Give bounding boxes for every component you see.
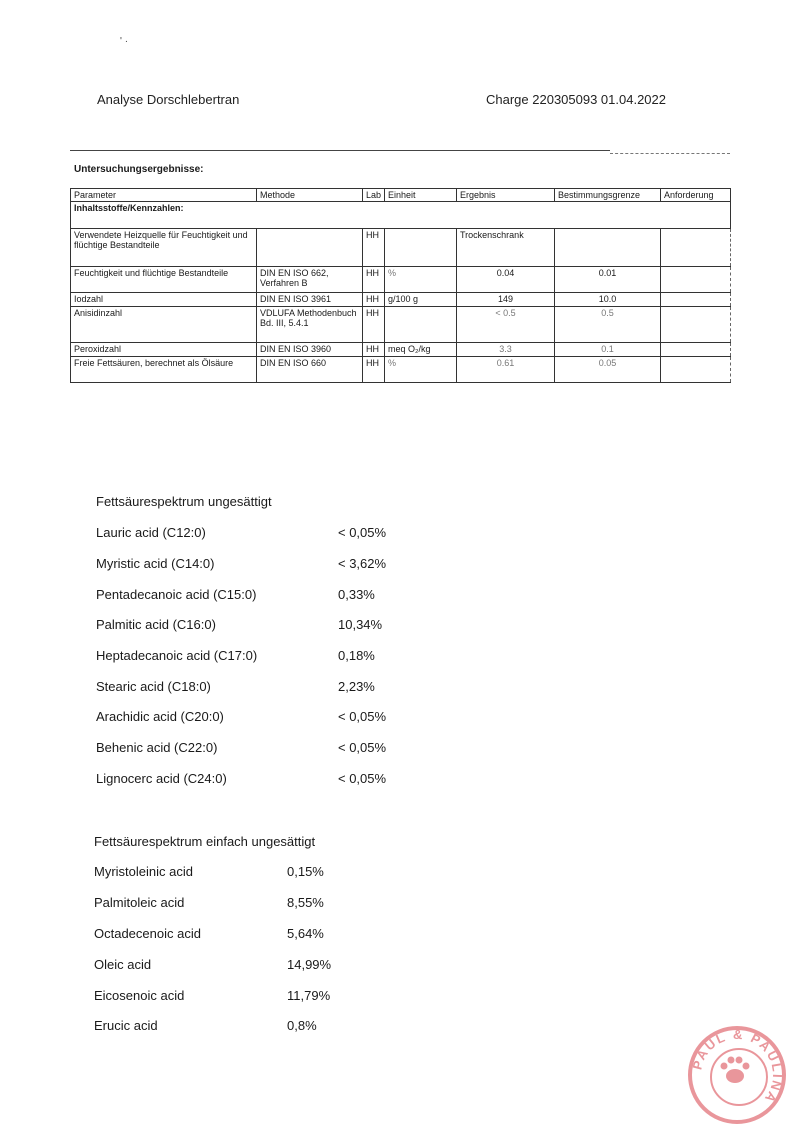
fatty-acid-value: 11,79%: [287, 988, 331, 1003]
fatty-acid-value: 2,23%: [338, 679, 375, 694]
table-cell: Trockenschrank: [457, 229, 555, 267]
mono-section-title: Fettsäurespektrum einfach ungesättigt: [94, 834, 316, 849]
table-cell: [661, 293, 731, 307]
table-cell: g/100 g: [385, 293, 457, 307]
table-cell: DIN EN ISO 3960: [257, 343, 363, 357]
table-cell: [661, 343, 731, 357]
table-cell: Freie Fettsäuren, berechnet als Ölsäure: [71, 357, 257, 383]
table-cell: Peroxidzahl: [71, 343, 257, 357]
table-cell: DIN EN ISO 3961: [257, 293, 363, 307]
table-cell: 0.04: [457, 267, 555, 293]
fatty-acid-value: 10,34%: [338, 617, 383, 632]
fatty-acid-value: < 0,05%: [338, 771, 387, 786]
table-cell: [257, 229, 363, 267]
col-header: Bestimmungsgrenze: [555, 189, 661, 202]
section-title: Untersuchungsergebnisse:: [74, 164, 204, 175]
table-cell: HH: [363, 267, 385, 293]
table-cell: [661, 267, 731, 293]
table-subheader: Inhaltsstoffe/Kennzahlen:: [71, 202, 731, 229]
table-row: [71, 293, 731, 307]
table-cell: [661, 357, 731, 383]
fatty-acid-value: 5,64%: [287, 926, 324, 941]
fatty-acid-value: < 0,05%: [338, 525, 387, 540]
table-cell: < 0.5: [457, 307, 555, 343]
table-cell: HH: [363, 293, 385, 307]
col-header: Einheit: [385, 189, 457, 202]
table-cell: 0.5: [555, 307, 661, 343]
fatty-acid-name: Oleic acid: [94, 957, 152, 972]
table-cell: 0.61: [457, 357, 555, 383]
fatty-acid-name: Myristoleinic acid: [94, 864, 193, 879]
fatty-acid-name: Heptadecanoic acid (C17:0): [96, 648, 258, 663]
col-header: Lab: [363, 189, 385, 202]
col-header: Methode: [257, 189, 363, 202]
table-cell: HH: [363, 357, 385, 383]
fatty-acid-value: 0,8%: [287, 1018, 317, 1033]
saturated-section-title: Fettsäurespektrum ungesättigt: [96, 494, 272, 509]
table-row: [71, 343, 731, 357]
fatty-acid-name: Octadecenoic acid: [94, 926, 201, 941]
table-row: [71, 267, 731, 293]
fatty-acid-value: < 0,05%: [338, 740, 387, 755]
table-cell: Anisidinzahl: [71, 307, 257, 343]
fatty-acid-name: Stearic acid (C18:0): [96, 679, 211, 694]
batch-info: Charge 220305093 01.04.2022: [486, 92, 666, 107]
col-header: Parameter: [71, 189, 257, 202]
fatty-acid-value: 0,33%: [338, 587, 375, 602]
table-cell: 0.05: [555, 357, 661, 383]
table-header-row: [71, 189, 731, 202]
fatty-acid-value: 0,15%: [287, 864, 324, 879]
table-cell: 10.0: [555, 293, 661, 307]
table-cell: DIN EN ISO 660: [257, 357, 363, 383]
fatty-acid-name: Palmitic acid (C16:0): [96, 617, 216, 632]
table-cell: %: [385, 357, 457, 383]
table-row: [71, 357, 731, 383]
table-cell: HH: [363, 229, 385, 267]
table-cell: 3.3: [457, 343, 555, 357]
col-header: Anforderung: [661, 189, 731, 202]
fatty-acid-name: Lauric acid (C12:0): [96, 525, 206, 540]
table-cell: meq O₂/kg: [385, 343, 457, 357]
table-cell: 0.01: [555, 267, 661, 293]
table-cell: [385, 307, 457, 343]
document-title: Analyse Dorschlebertran: [97, 92, 240, 107]
scan-speck: ' ·: [120, 36, 129, 47]
table-cell: 0.1: [555, 343, 661, 357]
fatty-acid-name: Lignocerc acid (C24:0): [96, 771, 227, 786]
fatty-acid-value: 14,99%: [287, 957, 332, 972]
fatty-acid-name: Behenic acid (C22:0): [96, 740, 218, 755]
table-cell: DIN EN ISO 662, Verfahren B: [257, 267, 363, 293]
table-row: [71, 307, 731, 343]
table-cell: [661, 307, 731, 343]
fatty-acid-value: < 3,62%: [338, 556, 387, 571]
fatty-acid-name: Arachidic acid (C20:0): [96, 709, 224, 724]
table-cell: Feuchtigkeit und flüchtige Bestandteile: [71, 267, 257, 293]
fatty-acid-name: Erucic acid: [94, 1018, 158, 1033]
fatty-acid-name: Eicosenoic acid: [94, 988, 185, 1003]
fatty-acid-value: 8,55%: [287, 895, 324, 910]
table-cell: VDLUFA Methodenbuch Bd. III, 5.4.1: [257, 307, 363, 343]
table-cell: [385, 229, 457, 267]
table-cell: 149: [457, 293, 555, 307]
header-rule-faded: [610, 153, 730, 154]
table-cell: HH: [363, 343, 385, 357]
table-row: [71, 229, 731, 267]
stamp-text: PAUL & PAULINA: [689, 1026, 786, 1107]
fatty-acid-value: 0,18%: [338, 648, 375, 663]
results-table: [70, 188, 731, 383]
table-cell: [555, 229, 661, 267]
header-rule: [70, 150, 610, 151]
table-cell: [661, 229, 731, 267]
table-subheader-row: [71, 202, 731, 229]
table-cell: Iodzahl: [71, 293, 257, 307]
fatty-acid-name: Myristic acid (C14:0): [96, 556, 215, 571]
paul-paulina-stamp: [688, 1026, 786, 1124]
col-header: Ergebnis: [457, 189, 555, 202]
table-cell: %: [385, 267, 457, 293]
table-cell: HH: [363, 307, 385, 343]
fatty-acid-name: Palmitoleic acid: [94, 895, 185, 910]
fatty-acid-value: < 0,05%: [338, 709, 387, 724]
table-cell: Verwendete Heizquelle für Feuchtigkeit und flüchtige Bestandteile: [71, 229, 257, 267]
fatty-acid-name: Pentadecanoic acid (C15:0): [96, 587, 257, 602]
